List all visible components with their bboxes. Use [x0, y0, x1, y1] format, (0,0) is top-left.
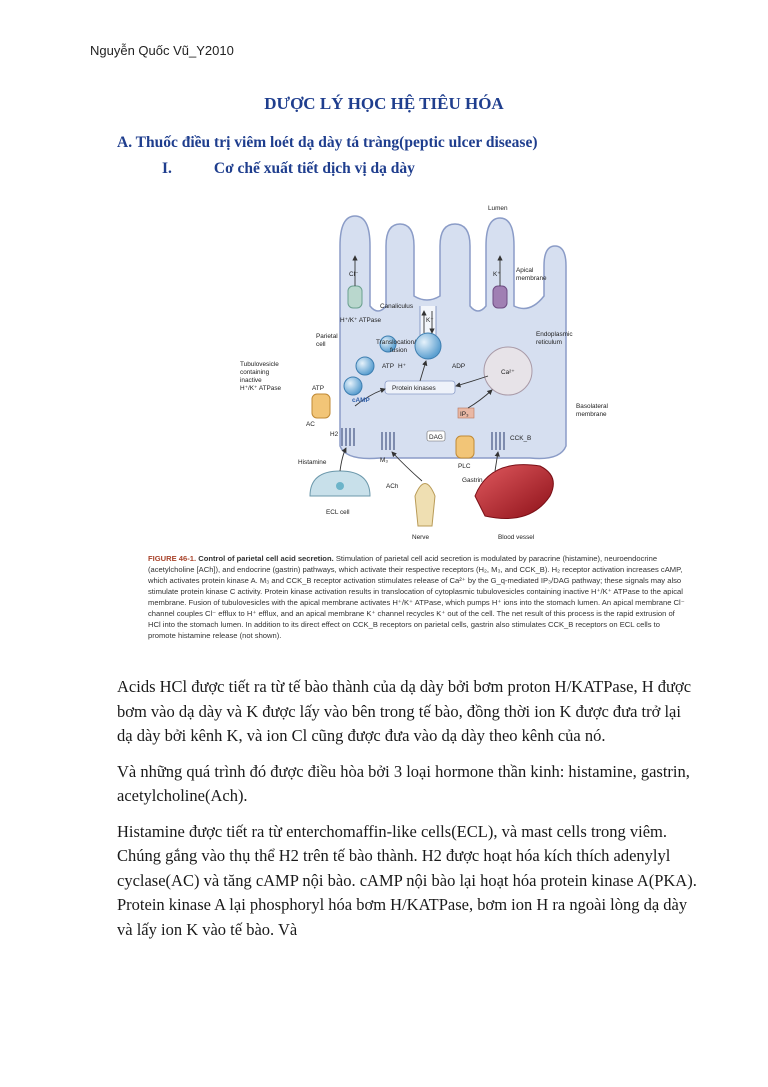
hk-atpase-pump — [415, 333, 441, 359]
body-text — [117, 675, 697, 953]
parietal-cell-figure — [230, 196, 630, 546]
label-camp: cAMP — [352, 397, 370, 404]
page-header-author: Nguyễn Quốc Vũ_Y2010 — [90, 43, 234, 58]
label-parietal-cell: cell — [316, 341, 326, 348]
label-plc: PLC — [458, 463, 471, 470]
paragraph: Acids HCl được tiết ra từ tế bào thành của dạ dày bởi bơm proton H/KATPase, H được bơm vào dạ dày và K được lấy vào bên trong tế bào, đồng thời ion K được đưa trở lại dạ dày bởi kênh K, và ion Cl cũng được đưa vào dạ dày theo kênh của nó. — [117, 677, 692, 745]
section-a-heading: A. Thuốc điều trị viêm loét dạ dày tá tràng(peptic ulcer disease) — [117, 134, 538, 151]
label-h2: H2 — [330, 431, 339, 438]
label-ecl-cell: ECL cell — [326, 509, 350, 516]
label-nerve: Nerve — [412, 534, 430, 541]
blood-vessel — [475, 465, 553, 519]
label-atp-2: ATP — [312, 385, 324, 392]
label-apical-membrane: membrane — [516, 275, 547, 282]
label-m3: M₃ — [380, 457, 388, 464]
section-i-text: Cơ chế xuất tiết dịch vị dạ dày — [213, 160, 415, 177]
plc-receptor — [456, 436, 474, 458]
label-translocation: Translocation/ — [376, 339, 416, 346]
label-ach: ACh — [386, 483, 399, 490]
label-blood-vessel: Blood vessel — [498, 534, 535, 541]
label-ca: Ca²⁺ — [501, 369, 515, 376]
label-tubulo-4: H⁺/K⁺ ATPase — [240, 385, 282, 392]
tubulovesicle — [356, 357, 374, 375]
nerve — [415, 484, 435, 527]
label-apical: Apical — [516, 267, 534, 274]
label-parietal: Parietal — [316, 333, 338, 340]
label-cl: Cl⁻ — [349, 271, 359, 278]
label-ac: AC — [306, 421, 315, 428]
label-atp-1: ATP — [382, 363, 394, 370]
label-k-small: K⁺ — [426, 317, 434, 324]
figure-caption-label: FIGURE 46-1. — [148, 554, 197, 563]
label-histamine: Histamine — [298, 459, 327, 466]
label-canaliculus: Canaliculus — [380, 303, 414, 310]
cl-channel — [348, 286, 362, 308]
label-tubulo-3: inactive — [240, 377, 262, 384]
label-er-1: Endoplasmic — [536, 331, 573, 338]
tubulovesicle — [344, 377, 362, 395]
label-tubulo-1: Tubulovesicle — [240, 361, 279, 368]
label-hk-atpase: H⁺/K⁺ ATPase — [340, 317, 382, 324]
figure-caption-text: Stimulation of parietal cell acid secretion is modulated by paracrine (histamine), neuroendocrine (acetylcholine [ACh]), and endocrine (gastrin) pathways, which activate their respective receptors (H₂, M₃, and CCK_B). H₂ receptor activation increases cAMP, which activates protein kinase A. M₃ and CCK_B receptor activation stimulates release of Ca²⁺ by the G_q-mediated IP₃/DAG pathway; these signals may also stimulate protein kinase C activity. Protein kinase activation results in translocation of cytoplasmic tubulovesicles containing inactive H⁺/K⁺ ATPase to the apical membrane. Fusion of tubulovesicles with the apical membrane activates H⁺/K⁺ ATPase, which pumps H⁺ ions into the stomach lumen. An apical membrane Cl⁻ channel couples Cl⁻ efflux to H⁺ efflux, and an apical membrane K⁺ channel recycles K⁺ out of the cell. The net result of this process is the rapid extrusion of HCl into the stomach lumen. In addition to its direct effect on CCK_B receptors on parietal cells, gastrin also stimulates CCK_B receptors on ECL cells to promote histamine release (not shown). — [148, 554, 685, 640]
section-i-number: I. — [162, 160, 172, 177]
parietal-cell-body — [340, 216, 566, 459]
figure-caption-title: Control of parietal cell acid secretion. — [198, 554, 334, 563]
label-er-2: reticulum — [536, 339, 562, 346]
label-protein-kinases: Protein kinases — [392, 385, 436, 392]
label-tubulo-2: containing — [240, 369, 270, 376]
label-adp: ADP — [452, 363, 466, 370]
label-dag: DAG — [429, 434, 443, 441]
label-ip3: IP₃ — [460, 411, 469, 418]
parietal-cell-diagram — [230, 196, 630, 546]
ac-receptor — [312, 394, 330, 418]
label-basolateral: Basolateral — [576, 403, 608, 410]
figure-caption — [148, 553, 688, 641]
document-title: DƯỢC LÝ HỌC HỆ TIÊU HÓA — [264, 94, 504, 113]
paragraph: Và những quá trình đó được điều hòa bởi 3 loại hormone thần kinh: histamine, gastrin, acetylcholine(Ach). — [117, 761, 690, 805]
label-gastrin: Gastrin — [462, 477, 483, 484]
label-h: H⁺ — [398, 363, 406, 370]
label-basolateral-membrane: membrane — [576, 411, 607, 418]
histamine-granule — [336, 482, 344, 490]
label-cckb: CCK_B — [510, 435, 532, 442]
label-fusion: fusion — [390, 347, 408, 354]
k-channel — [493, 286, 507, 308]
section-i-heading — [162, 160, 415, 178]
label-lumen: Lumen — [488, 205, 508, 212]
paragraph: Histamine được tiết ra từ enterchomaffin-like cells(ECL), và mast cells trong viêm. Chúng gắng vào thụ thể H2 trên tế bào thành. H2 được hoạt hóa kích thích adenylyl cyclase(AC) và tăng cAMP nội bào. cAMP nội bào lại hoạt hóa protein kinase A(PKA). Protein kinase A lại phosphoryl hóa bơm H/KATPase, bơm ion H ra ngoài lòng dạ dày và lấy ion K vào tế bào. Và — [117, 821, 697, 939]
label-k-top: K⁺ — [493, 271, 501, 278]
